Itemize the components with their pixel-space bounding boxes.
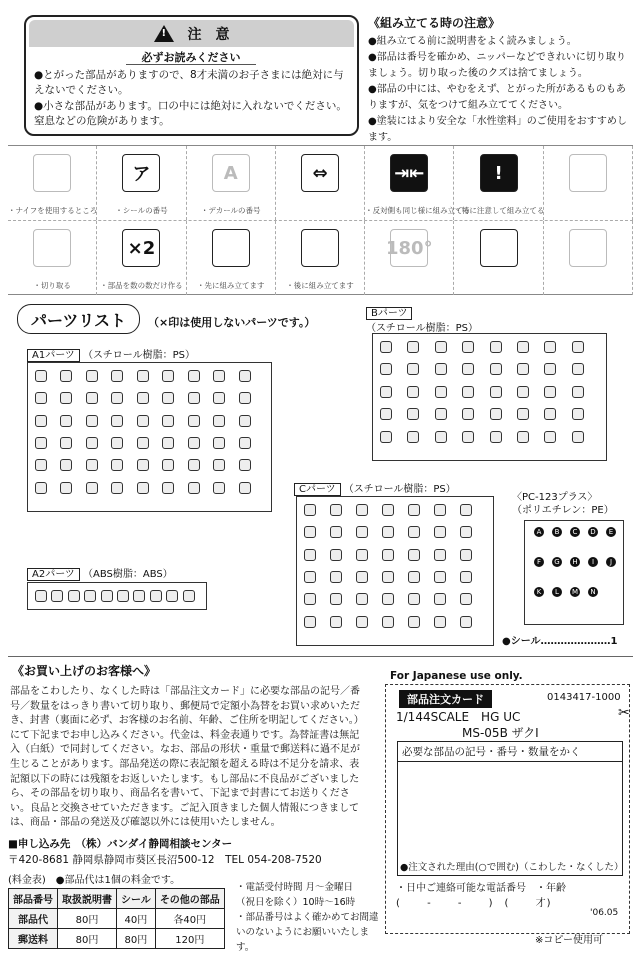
a1-part [213,459,225,471]
a1-part [162,370,174,382]
b-part [380,408,392,420]
phone-format-field[interactable]: ( - - ) ( 才) [396,898,552,909]
a1-part [239,459,251,471]
c-part [382,504,394,516]
assembly-note-1: ●組み立てる前に説明書をよく読みましょう。 [368,36,577,47]
a1-part [213,370,225,382]
parts-list-note: （×印は使用しないパーツです。） [148,316,316,329]
a1-part [86,370,98,382]
a1-part [137,482,149,494]
a1-part [162,482,174,494]
c-part [304,526,316,538]
row1-symbol-cell [454,146,543,220]
c-part [356,571,368,583]
c-part [382,616,394,628]
a1-part [60,437,72,449]
a1-part [162,415,174,427]
a1-part [162,392,174,404]
c-material: （スチロール樹脂：PS） [343,484,456,495]
exclamation-icon: ! [480,154,518,192]
assembly-note-2: ●部品は番号を確かめ、ニッパーなどできれいに切り取りましょう。切り取った後のクズは捨てましょう。 [368,52,626,79]
b-part [490,431,502,443]
row1-symbol-cell [276,146,365,220]
caution-subtitle: 必ずお読みください [141,51,241,64]
b-part [462,341,474,353]
a2-part [183,590,195,602]
divider [8,656,633,657]
pc-part-letter: F [534,557,544,567]
a1-part [35,437,47,449]
caution-item-1: ●とがった部品がありますので、8才未満のお子さまには絶対に与えないでください。 [34,69,344,96]
fee-row [9,928,225,948]
caution-header [29,20,354,47]
b-part [572,386,584,398]
c-part [330,593,342,605]
quantity-icon: ×2 [122,229,160,267]
pc-part-letter: H [570,557,580,567]
order-reason: ●注文された理由(○で囲む)（こわした・なくした） [400,862,624,873]
a1-part [213,392,225,404]
b-part [490,341,502,353]
a2-part [68,590,80,602]
b-part [544,386,556,398]
fee-cell: 80円 [117,928,156,948]
a2-part [84,590,96,602]
pc-label: 〈PC-123プラス〉 [512,492,598,503]
b-part [572,363,584,375]
a1-part [188,415,200,427]
pc-part-letter: L [552,587,562,597]
copy-permitted-note: ※コピー使用可 [535,935,603,946]
c-part [460,616,472,628]
symbol-caption: ・ナイフを使用するところ [8,206,98,215]
a1-part [86,415,98,427]
c-label: Cパーツ [294,483,341,496]
c-part [460,504,472,516]
c-part [382,593,394,605]
a1-part [188,370,200,382]
a1-part [239,370,251,382]
symbol-caption: ・部品を数の数だけ作る [100,281,183,290]
b-part [490,363,502,375]
bend-icon [569,229,607,267]
assembly-note-4: ●塗装にはより安全な「水性塗料」のご使用をおすすめします。 [368,116,627,143]
assembly-notes [368,14,630,146]
symbol-caption: ・後に組み立てます [286,281,354,290]
c-part [408,593,420,605]
c-part [408,571,420,583]
fee-header: シール [117,888,156,908]
c-part [304,616,316,628]
customer-body: 部品をこわしたり、なくした時は「部品注文カード」に必要な部品の記号／番号／数量をはっきり書いて切り取り、郵便局で定額小為替をお買い求めいただき、封書（裏面に必ず、お客様のお名前、年齢、ご住所を明記してください。）にて下記までお申し込みください。代金は、料金表通りです。為替証書は無記入（白紙）で同封してください。なお、部品の形状・重量で郵送料に過不足が生じることがあります。部品発送の際に表記額を超える時は不足分を請求、表記額以下の時には残額をお返しいたします。もし部品に不良品がございましたら、その部品を切り取り、商品名を書いて、下記まで封書にてお送りください。良品と交換させていただきます。ご記入頂きました個人情報につきましては、商品・部品の発送及び確認以外には使用いたしません。 [10,686,364,829]
a1-part [35,415,47,427]
c-part [434,549,446,561]
a1-part [35,482,47,494]
b-part [544,363,556,375]
a1-part [86,482,98,494]
rotate-icon: 180° [390,229,428,267]
b-label: Bパーツ [366,307,412,320]
a1-part [60,482,72,494]
c-part [460,526,472,538]
pc-part-letter: G [552,557,562,567]
c-part [460,571,472,583]
order-card-code: 0143417-1000 [547,692,621,703]
a1-part [60,459,72,471]
b-part [435,341,447,353]
pc-part-letter: B [552,527,562,537]
b-part [572,341,584,353]
a1-part [137,437,149,449]
c-part [330,616,342,628]
fee-row [9,908,225,928]
a2-header [27,565,173,580]
a1-part [35,392,47,404]
a1-part [111,482,123,494]
phone-note: ・電話受付時間 月〜金曜日 [236,882,354,893]
symbol-caption: ・先に組み立てます [196,281,265,290]
nipper-icon [33,229,71,267]
b-part [544,431,556,443]
c-part [408,526,420,538]
japan-only-notice: For Japanese use only. [390,670,523,682]
b-part [517,341,529,353]
a1-part [239,437,251,449]
b-part [380,431,392,443]
a1-part [60,370,72,382]
b-part [407,341,419,353]
caution-title: 注 意 [187,26,230,43]
pc-part-letter: E [606,527,616,537]
sticker-icon: ア [122,154,160,192]
required-parts-field[interactable] [397,741,623,876]
c-part [382,526,394,538]
a1-part [35,370,47,382]
symbol-caption: ・特に注意して組み立てる [454,206,545,215]
c-part [330,526,342,538]
a1-part [188,482,200,494]
b-part [517,363,529,375]
a1-part [111,392,123,404]
fee-cell: 郵送料 [9,928,58,948]
a2-part [133,590,145,602]
a1-part [162,437,174,449]
assemble-later-icon [301,229,339,267]
c-part [434,571,446,583]
assembly-note-3: ●部品の中には、やむをえず、とがった所があるものもありますが、気をつけて組み立ててください。 [368,84,626,111]
c-part [330,571,342,583]
b-part [435,431,447,443]
b-part [380,341,392,353]
b-part [490,386,502,398]
row2-symbol-cell [187,221,276,295]
a1-part [188,392,200,404]
pc-part-letter: K [534,587,544,597]
c-part [408,616,420,628]
b-part [407,431,419,443]
a1-part [111,437,123,449]
a1-part [188,437,200,449]
pc-part-letter: A [534,527,544,537]
fee-cell: 80円 [58,908,117,928]
b-part [462,408,474,420]
row2-symbol-cell [97,221,186,295]
fee-header-row [9,888,225,908]
b-part [517,408,529,420]
pc-part-letter: M [571,588,579,596]
c-part [382,549,394,561]
b-part [544,341,556,353]
fee-cell: 部品代 [9,908,58,928]
assemble-first-icon [212,229,250,267]
caution-item-2: ●小さな部品があります。口の中には絶対に入れないでください。窒息などの危険があります。 [34,100,347,127]
b-part [462,431,474,443]
a1-part [137,370,149,382]
fee-cell: 各40円 [155,908,224,928]
fee-header: その他の部品 [155,888,224,908]
c-part [434,504,446,516]
fee-cell: 120円 [155,928,224,948]
c-part [330,549,342,561]
a1-part [86,392,98,404]
b-part [435,386,447,398]
row1-symbol-cell [8,146,97,220]
c-header [294,480,456,495]
cut-off-icon [480,229,518,267]
caution-box [24,15,359,136]
scissors-icon: ✂ [618,705,630,721]
c-part [304,549,316,561]
apply-label: ■申し込み先 （株）バンダイ静岡相談センター [8,837,233,850]
seal-count: ●シール…………………1 [502,636,618,647]
knife-icon [33,154,71,192]
a1-part [188,459,200,471]
a2-material: （ABS樹脂：ABS） [83,569,173,580]
fee-header: 部品番号 [9,888,58,908]
c-part [304,571,316,583]
order-card-date: '06.05 [590,908,619,918]
b-part [517,386,529,398]
phone-notes [236,880,386,955]
b-part [462,386,474,398]
a2-part [101,590,113,602]
a1-part [35,459,47,471]
row1-symbol-cell [365,146,471,220]
pc-part-letter: J [606,557,616,567]
model-scale: 1/144SCALE HG UC [396,710,521,724]
mirror-arrows-icon: ⇔ [301,154,339,192]
c-part [356,616,368,628]
fee-cell: 40円 [117,908,156,928]
a2-label: A2パーツ [27,568,80,581]
b-part [435,363,447,375]
c-part [408,504,420,516]
a1-part [239,392,251,404]
pc-part-letter: N [588,587,598,597]
b-material: （スチロール樹脂：PS） [366,323,478,334]
row2-symbol-cell [544,221,633,295]
c-part [408,549,420,561]
pc-header [512,491,614,517]
c-part [356,549,368,561]
b-part [572,408,584,420]
apply-address: 〒420-8681 静岡県静岡市葵区長沼500-12 TEL 054-208-7520 [8,853,322,866]
a1-part [137,415,149,427]
pc-part-letter: D [588,527,598,537]
b-part [407,386,419,398]
b-part [572,431,584,443]
a1-label: A1パーツ [27,349,80,362]
c-part [356,504,368,516]
b-part [517,431,529,443]
a1-part [111,459,123,471]
a1-header [27,346,195,361]
a1-part [213,437,225,449]
row2-symbol-cell [365,221,454,295]
b-part [544,408,556,420]
phone-note: ・部品番号はよく確かめてお間違 [236,912,379,923]
a1-part [86,459,98,471]
row2-symbol-cell [276,221,365,295]
row2-symbol-cell [8,221,97,295]
c-part [304,504,316,516]
pc-material: （ポリエチレン：PE） [512,505,614,516]
symbol-caption: ・シールの番号 [115,206,168,215]
fee-title: (料金表) ●部品代は1個の料金です。 [8,874,181,886]
a1-part [213,482,225,494]
b-part [380,386,392,398]
c-part [356,593,368,605]
row1-symbol-cell [187,146,276,220]
a2-part [166,590,178,602]
fee-table [8,888,225,949]
a1-part [239,415,251,427]
c-part [330,504,342,516]
c-part [460,593,472,605]
warning-triangle-icon [154,25,174,42]
a1-part [213,415,225,427]
model-name: MS-05B ザクⅠ [462,726,539,740]
phone-note: いのないようにお願いいたします。 [236,927,370,953]
glue-icon [569,154,607,192]
c-part [434,593,446,605]
phone-label: ・日中ご連絡可能な電話番号 ・年齢 [396,883,566,894]
a1-part [137,392,149,404]
c-part [434,526,446,538]
b-part [462,363,474,375]
b-part [490,408,502,420]
a2-part [35,590,47,602]
c-part [382,571,394,583]
pc-part-letter: C [570,527,580,537]
c-part [356,526,368,538]
a1-part [111,415,123,427]
a2-part [51,590,63,602]
row1-symbol-cell [544,146,633,220]
b-part [435,408,447,420]
b-header [366,304,478,334]
a1-part [137,459,149,471]
a2-part [117,590,129,602]
a2-part [150,590,162,602]
c-part [304,593,316,605]
symbol-caption: ・デカールの番号 [200,206,261,215]
a1-part [60,415,72,427]
assembly-notes-title: 《組み立てる時の注意》 [368,16,501,30]
c-part [434,616,446,628]
pc-part-letter: I [588,557,598,567]
a1-part [162,459,174,471]
divider [126,64,256,65]
b-part [407,408,419,420]
opposite-side-icon: ⇥⇤ [390,154,428,192]
b-part [380,363,392,375]
a1-part [86,437,98,449]
phone-note: （祝日を除く）10時〜16時 [236,897,356,908]
symbol-caption: ・切り取る [33,281,71,290]
row2-symbol-cell [454,221,543,295]
a1-part [239,482,251,494]
parts-list-title: パーツリスト [17,304,140,334]
decal-icon: A [212,154,250,192]
a1-part [111,370,123,382]
symbol-legend [8,145,633,295]
customer-title: 《お買い上げのお客様へ》 [12,664,157,678]
a1-material: （スチロール樹脂：PS） [83,350,195,361]
row1-symbol-cell [97,146,186,220]
fee-header: 取扱説明書 [58,888,117,908]
symbol-caption: ・反対側も同じ様に組み立てる [365,206,471,215]
c-part [460,549,472,561]
a1-part [60,392,72,404]
b-part [407,363,419,375]
required-parts-header: 必要な部品の記号・番号・数量をかく [398,742,622,762]
fee-cell: 80円 [58,928,117,948]
order-card-label: 部品注文カード [399,690,492,708]
